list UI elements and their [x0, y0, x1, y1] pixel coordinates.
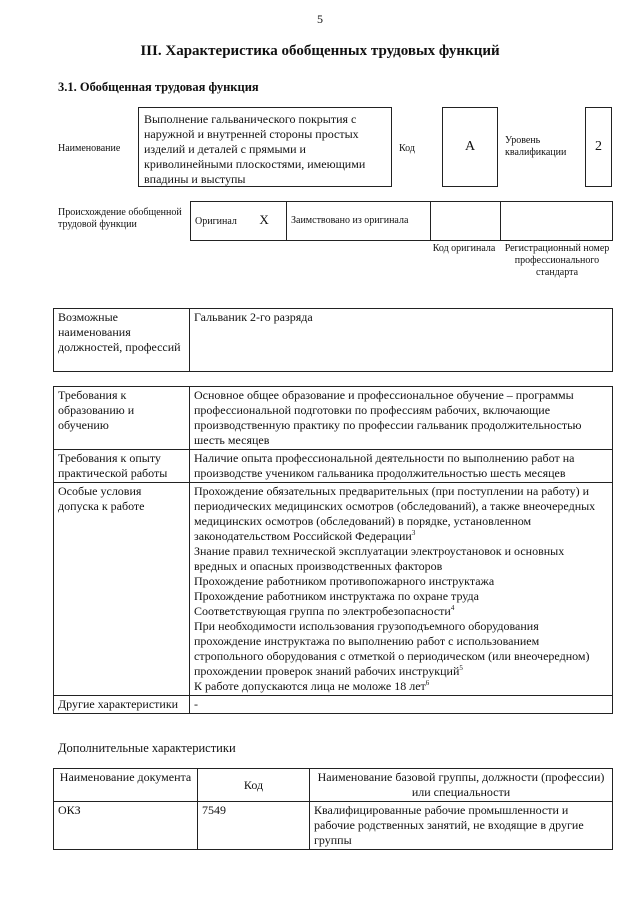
- function-name-box: [138, 107, 392, 187]
- level-box: [585, 107, 612, 187]
- requirement-value: [190, 483, 613, 696]
- requirement-value: Основное общее образование и профессиональное обучение – программы профессиональной подготовки по профессиям рабочих, включающие производственную практику по профессии гальваник продолжительностью шесть месяцев: [190, 387, 613, 450]
- table-row: [54, 696, 613, 714]
- footnote-mark: 3: [411, 529, 416, 537]
- positions-label: Возможные наименования должностей, профессий: [54, 309, 190, 372]
- condition-line: Прохождение обязательных предварительных (при поступлении на работу) и периодических медицинских осмотров (обследований), а также внеочередных медицинских осмотров (обследований) в порядке, установленном законодательством Российской Федерации$^3$: [194, 484, 596, 543]
- page-number: 5: [317, 12, 323, 26]
- header-code: Код: [198, 769, 310, 802]
- requirement-value: -: [190, 696, 613, 714]
- subsection-title: 3.1. Обобщенная трудовая функция: [58, 80, 259, 94]
- original-label: Оригинал: [195, 216, 237, 227]
- requirements-table: [53, 386, 613, 714]
- origin-original-cell: [191, 202, 287, 241]
- name-label: Наименование: [58, 143, 121, 154]
- additional-table: [53, 768, 613, 850]
- origin-borrowed-cell: [287, 202, 431, 241]
- function-name-value: Выполнение гальванического покрытия с наружной и внутренней стороны простых изделий и деталей с прямыми и криволинейными плоскостями, имеющими впадины и выступы: [144, 112, 366, 186]
- table-row: [54, 387, 613, 450]
- positions-value: Гальваник 2-го разряда: [190, 309, 613, 372]
- requirement-label: Особые условия допуска к работе: [54, 483, 190, 696]
- code-box: [442, 107, 498, 187]
- condition-line: При необходимости использования грузоподъемного оборудования прохождение инструктажа по выполнению работ с использованием стропольного оборудования с отметкой о периодическом (или внеочередном) прохождении проверок знаний рабочих инструкций$^5$: [194, 619, 590, 678]
- level-value: 2: [595, 139, 602, 154]
- code-label: Код: [399, 143, 415, 154]
- footnote-mark: 5: [459, 664, 463, 672]
- table-header-row: [54, 769, 613, 802]
- origin-code-cell: [431, 202, 501, 241]
- table-row: [54, 483, 613, 696]
- cell-document: ОКЗ: [54, 802, 198, 850]
- footnote-mark: 6: [425, 679, 430, 687]
- header-group: Наименование базовой группы, должности (профессии) или специальности: [310, 769, 613, 802]
- cell-group: Квалифицированные рабочие промышленности и рабочие родственных занятий, не входящие в другие группы: [310, 802, 613, 850]
- condition-line: Прохождение работником инструктажа по охране труда: [194, 589, 479, 603]
- requirement-value: Наличие опыта профессиональной деятельности по выполнению работ на производстве учеником гальваника продолжительностью шесть месяцев: [190, 450, 613, 483]
- positions-table: [53, 308, 613, 372]
- table-row: [54, 802, 613, 850]
- origin-reg-cell: [501, 202, 613, 241]
- header-document: Наименование документа: [54, 769, 198, 802]
- reg-number-caption: Регистрационный номер профессионального стандарта: [504, 243, 610, 278]
- origin-label: Происхождение обобщенной трудовой функции: [58, 207, 182, 230]
- condition-line: Прохождение работником противопожарного инструктажа: [194, 574, 495, 588]
- borrowed-label: Заимствовано из оригинала: [291, 215, 409, 226]
- condition-line: Соответствующая группа по электробезопасности$^4$: [194, 604, 455, 618]
- table-row: [54, 450, 613, 483]
- original-mark: X: [259, 212, 269, 227]
- origin-table: [190, 201, 613, 241]
- additional-title: Дополнительные характеристики: [58, 741, 236, 755]
- code-value: A: [464, 139, 476, 154]
- section-title: III. Характеристика обобщенных трудовых функций: [140, 43, 500, 59]
- level-label: Уровень квалификации: [505, 135, 567, 158]
- footnote-mark: 4: [450, 604, 455, 612]
- requirement-label: Требования к опыту практической работы: [54, 450, 190, 483]
- requirement-label: Требования к образованию и обучению: [54, 387, 190, 450]
- cell-code: 7549: [198, 802, 310, 850]
- condition-line: Знание правил технической эксплуатации электроустановок и основных вредных и опасных производственных факторов: [194, 544, 565, 573]
- condition-line: К работе допускаются лица не моложе 18 лет$^6$: [194, 679, 430, 693]
- code-original-caption: Код оригинала: [432, 243, 496, 254]
- requirement-label: Другие характеристики: [54, 696, 190, 714]
